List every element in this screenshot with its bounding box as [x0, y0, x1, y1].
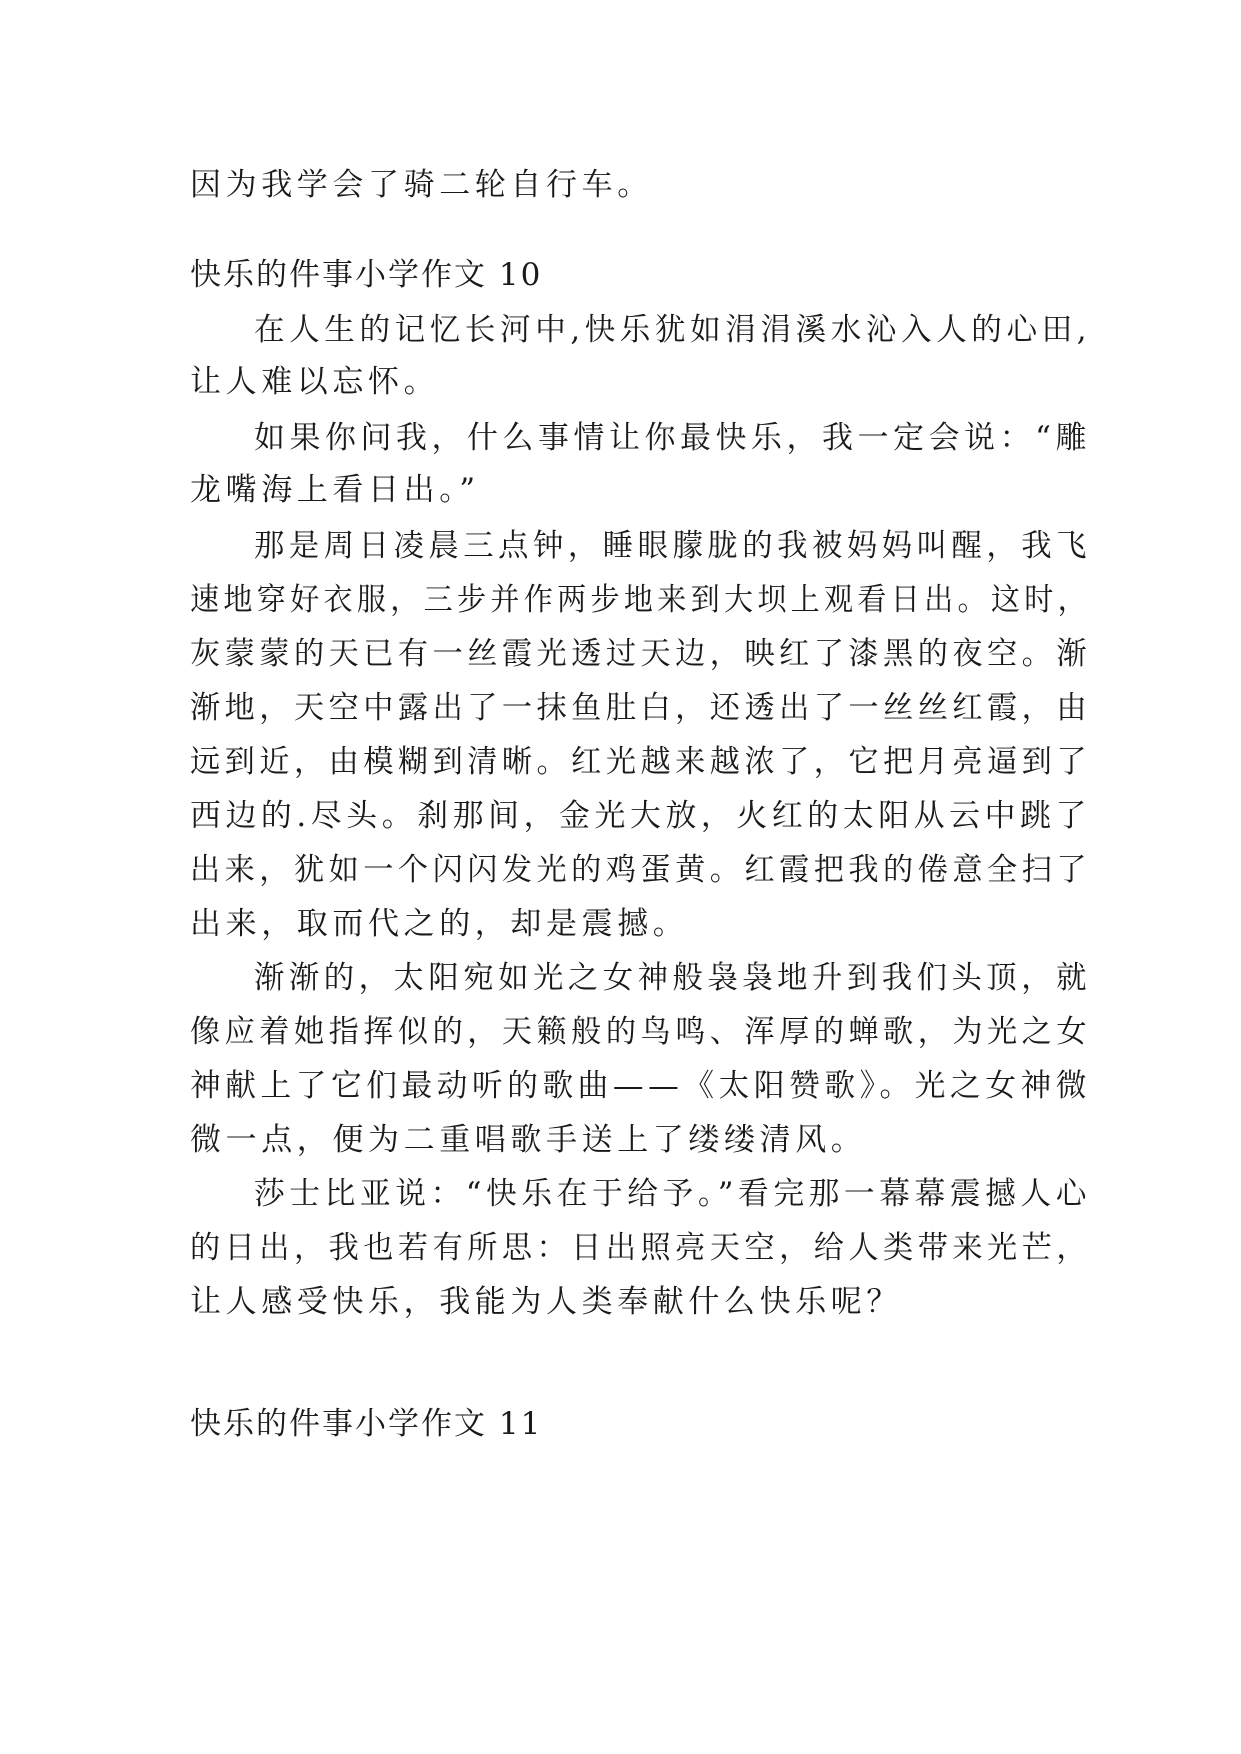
text-line: 渐地，天空中露出了一抹鱼肚白，还透出了一丝丝红霞，由	[190, 690, 1091, 726]
text-line: 出来，取而代之的，却是震撼。	[190, 906, 689, 942]
essay-heading: 快乐的件事小学作文 11	[190, 1406, 543, 1442]
text-line: 出来，犹如一个闪闪发光的鸡蛋黄。红霞把我的倦意全扫了	[190, 852, 1091, 888]
paragraph-first-line: 渐渐的，太阳宛如光之女神般袅袅地升到我们头顶，就	[254, 960, 1091, 996]
paragraph-first-line: 那是周日凌晨三点钟，睡眼朦胧的我被妈妈叫醒，我飞	[254, 528, 1091, 564]
essay-heading: 快乐的件事小学作文 10	[190, 257, 543, 293]
text-line: 的日出，我也若有所思：日出照亮天空，给人类带来光芒，	[190, 1230, 1091, 1266]
text-line: 龙嘴海上看日出。”	[190, 472, 480, 508]
text-line: 神献上了它们最动听的歌曲——《太阳赞歌》。光之女神微	[190, 1068, 1092, 1104]
text-line: 西边的.尽头。刹那间，金光大放，火红的太阳从云中跳了	[190, 798, 1092, 834]
text-line: 像应着她指挥似的，天籁般的鸟鸣、浑厚的蝉歌，为光之女	[190, 1014, 1091, 1050]
text-line: 速地穿好衣服，三步并作两步地来到大坝上观看日出。这时，	[190, 582, 1092, 618]
text-line: 远到近，由模糊到清晰。红光越来越浓了，它把月亮逼到了	[190, 744, 1091, 780]
paragraph-first-line: 莎士比亚说：“快乐在于给予。”看完那一幕幕震撼人心	[254, 1176, 1092, 1212]
text-line: 让人感受快乐，我能为人类奉献什么快乐呢？	[190, 1284, 902, 1320]
paragraph-first-line: 在人生的记忆长河中,快乐犹如涓涓溪水沁入人的心田,	[254, 312, 1092, 348]
text-line: 灰蒙蒙的天已有一丝霞光透过天边，映红了漆黑的夜空。渐	[190, 636, 1091, 672]
text-line: 因为我学会了骑二轮自行车。	[190, 167, 653, 203]
paragraph-first-line: 如果你问我，什么事情让你最快乐，我一定会说：“雕	[254, 420, 1091, 456]
text-line: 微一点，便为二重唱歌手送上了缕缕清风。	[190, 1122, 867, 1158]
text-line: 让人难以忘怀。	[190, 364, 440, 400]
